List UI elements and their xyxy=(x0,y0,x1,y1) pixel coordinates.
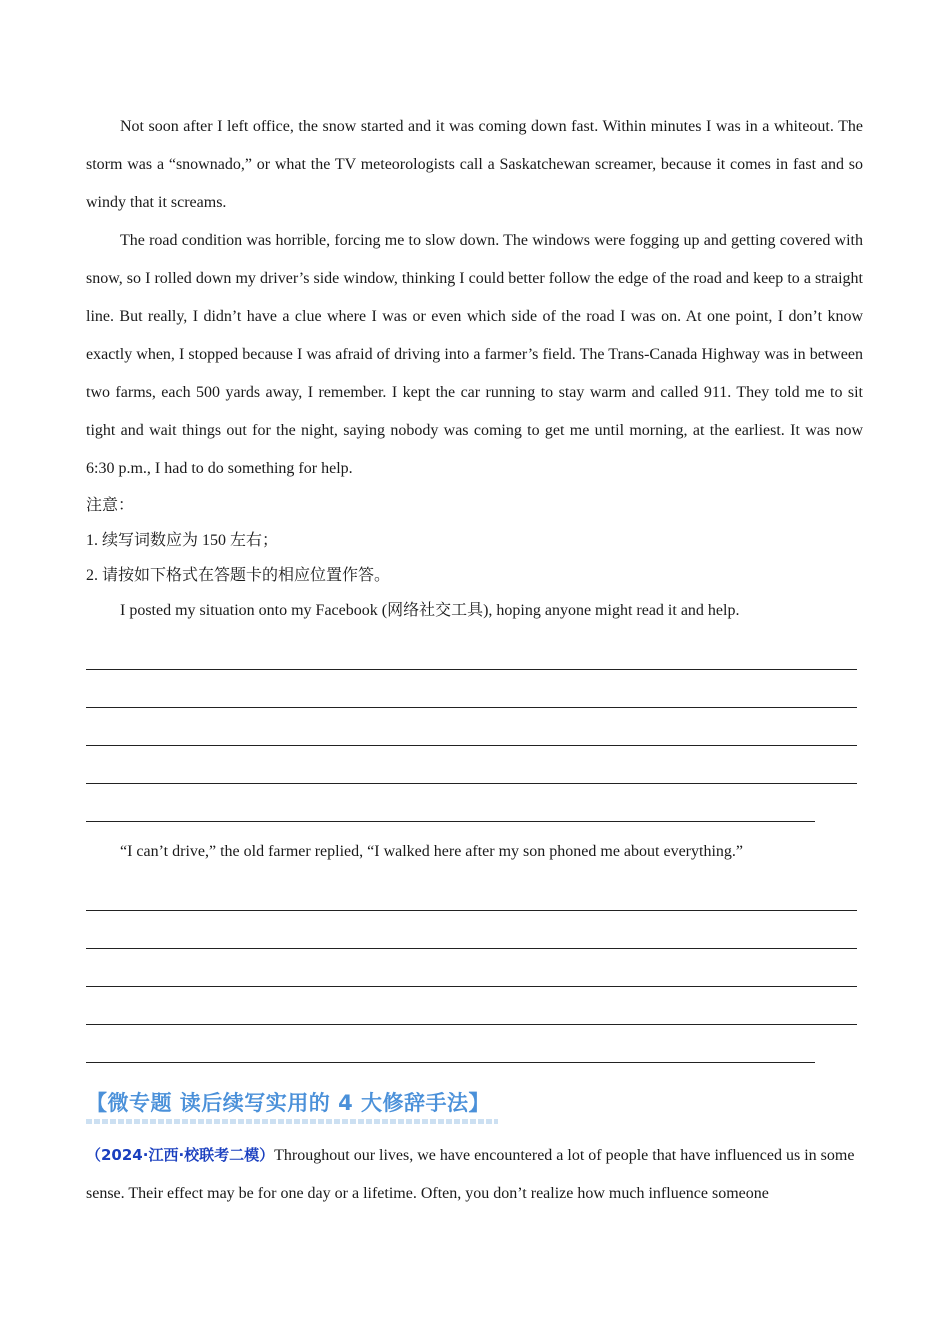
answer-line[interactable] xyxy=(86,911,857,949)
notes-item-1: 1. 续写词数应为 150 左右； xyxy=(86,532,279,549)
answer-line[interactable] xyxy=(86,949,857,987)
section-title-underline xyxy=(86,1119,498,1124)
answer-line[interactable] xyxy=(86,632,857,670)
answer-line[interactable] xyxy=(86,784,815,822)
next-passage xyxy=(86,1136,863,1213)
section-heading xyxy=(86,1085,506,1125)
passage-source-label: （2024·江西·校联考二模） xyxy=(86,1146,275,1164)
continuation-prompt-1: I posted my situation onto my Facebook (网络社交工具), hoping anyone might read it and help. xyxy=(120,602,740,619)
answer-line[interactable] xyxy=(86,987,857,1025)
answer-line[interactable] xyxy=(86,746,857,784)
section-title: 【微专题 读后续写实用的 4 大修辞手法】 xyxy=(86,1091,491,1115)
answer-line[interactable] xyxy=(86,1025,815,1063)
answer-lines-2 xyxy=(86,873,863,1063)
continuation-prompt-2: “I can’t drive,” the old farmer replied, “I walked here after my son phoned me about everything.” xyxy=(120,843,743,860)
notes-heading: 注意： xyxy=(86,497,135,514)
story-paragraph-2: The road condition was horrible, forcing me to slow down. The windows were fogging up and getting covered with snow, so I rolled down my driver’s side window, thinking I could better follow the edge of the road and keep to a straight line. But really, I didn’t have a clue where I was or even which side of the road I was on. At one point, I don’t know exactly when, I stopped because I was afraid of driving into a farmer’s field. The Trans-Canada Highway was in between two farms, each 500 yards away, I remember. I kept the car running to stay warm and called 911. They told me to sit tight and wait things out for the night, saying nobody was coming to get me until morning, at the earliest. It was now 6:30 p.m., I had to do something for help. xyxy=(86,232,863,477)
story-paragraph-1: Not soon after I left office, the snow started and it was coming down fast. Within minutes I was in a whiteout. The storm was a “snownado,” or what the TV meteorologists call a Saskatchewan screamer, because it comes in fast and so windy that it screams. xyxy=(86,118,863,211)
notes-item-2: 2. 请按如下格式在答题卡的相应位置作答。 xyxy=(86,567,391,584)
next-passage-text: Throughout our lives, we have encountered a lot of people that have influenced us in some sense. Their effect may be for one day or a lifetime. Often, you don’t realize how much influence someone xyxy=(86,1147,855,1202)
answer-lines-1 xyxy=(86,632,863,822)
document-page xyxy=(86,108,863,1063)
answer-line[interactable] xyxy=(86,670,857,708)
answer-line[interactable] xyxy=(86,708,857,746)
answer-line[interactable] xyxy=(86,873,857,911)
